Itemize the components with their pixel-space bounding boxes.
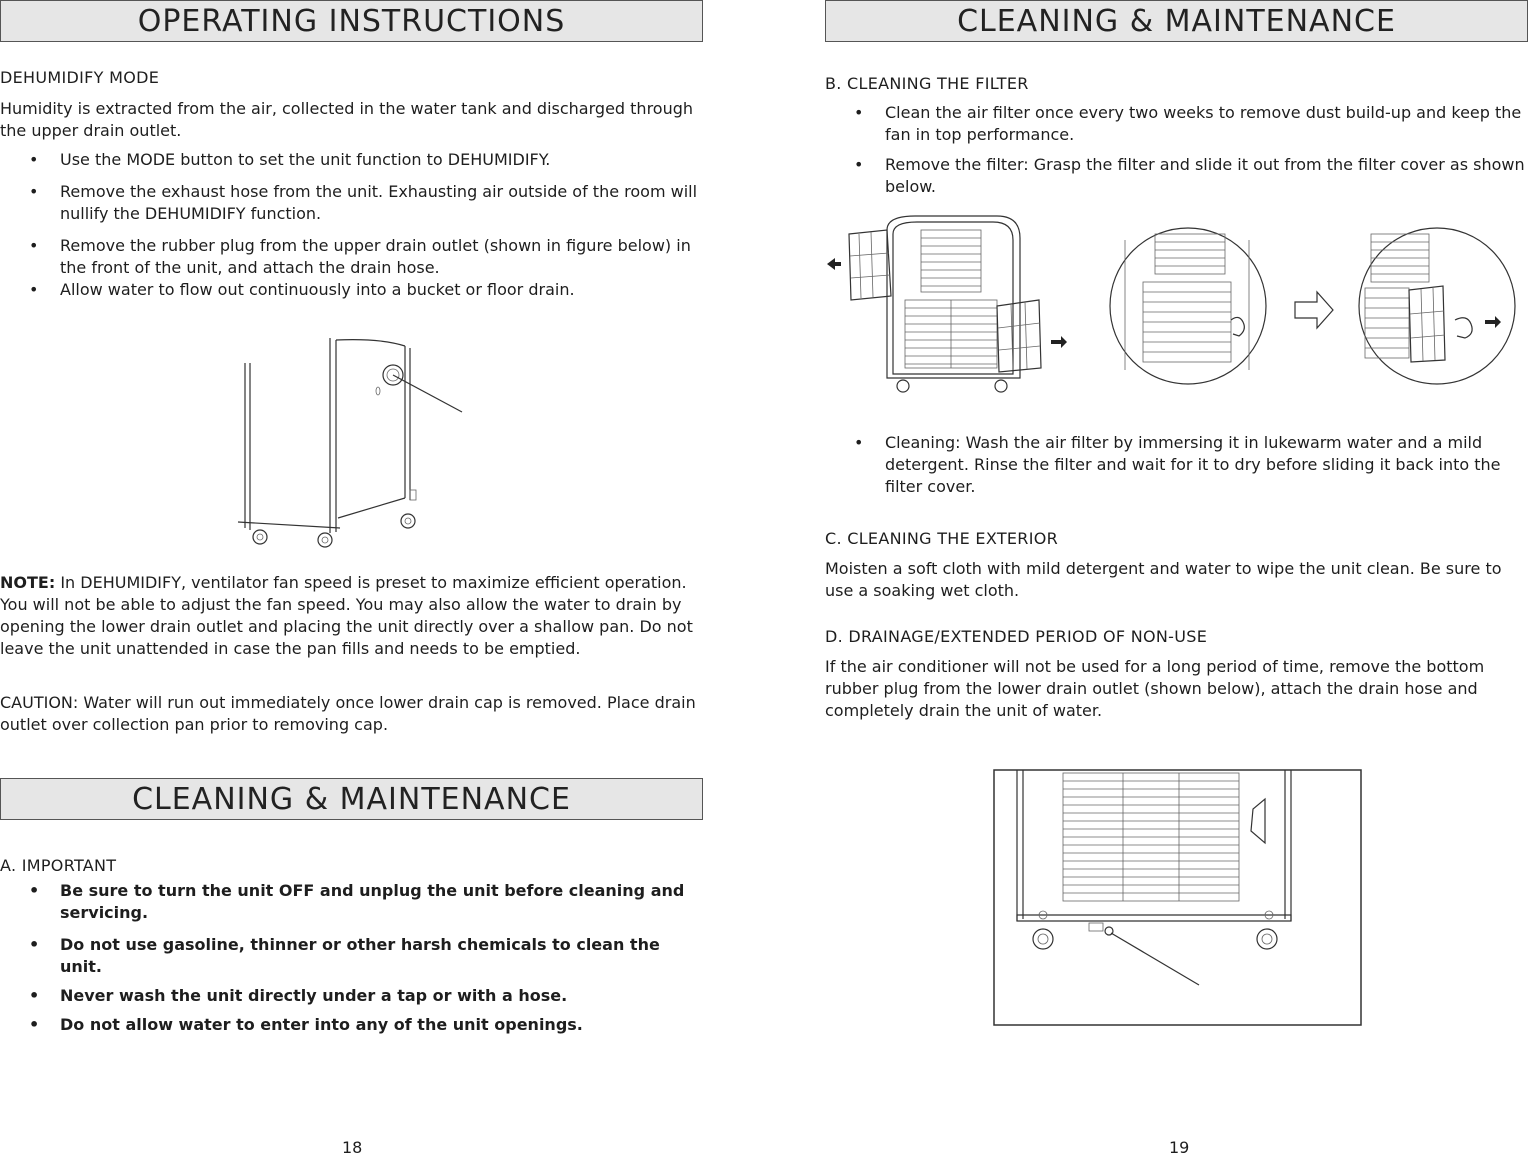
cleaning-exterior-heading: C. CLEANING THE EXTERIOR: [825, 529, 1059, 548]
list-item: • Allow water to flow out continuously into a bucket or floor drain.: [0, 279, 700, 301]
arrow-right-icon: [1051, 336, 1067, 348]
drainage-heading: D. DRAINAGE/EXTENDED PERIOD OF NON-USE: [825, 627, 1208, 646]
filter-bullets: [825, 102, 1525, 198]
filter-cleaning-bullets: [825, 432, 1525, 498]
list-item: • Never wash the unit directly under a tap or with a hose.: [0, 985, 705, 1007]
list-item: • Remove the rubber plug from the upper drain outlet (shown in figure below) in the front of the unit, and attach the drain hose.: [0, 235, 700, 279]
filter-removal-figure: [825, 210, 1530, 405]
page-number-18: 18: [342, 1138, 363, 1157]
page-18: [0, 0, 705, 1156]
list-item: • Be sure to turn the unit OFF and unplug the unit before cleaning and servicing.: [0, 880, 705, 924]
list-item: • Remove the exhaust hose from the unit. Exhausting air outside of the room will nullify the DEHUMIDIFY function.: [0, 181, 700, 225]
note-text: In DEHUMIDIFY, ventilator fan speed is preset to maximize efficient operation. You will not be able to adjust the fan speed. You may also allow the water to drain by opening the lower drain outlet and placing the unit directly over a shallow pan. Do not leave the unit unattended in case the pan fills and needs to be emptied.: [0, 573, 693, 658]
cleaning-filter-heading: B. CLEANING THE FILTER: [825, 74, 1029, 93]
hand-icon: [1231, 317, 1244, 336]
list-item: • Cleaning: Wash the air filter by immersing it in lukewarm water and a mild detergent. Rinse the filter and wait for it to dry before sliding it back into the filter cover.: [825, 432, 1525, 498]
cleaning-exterior-text: Moisten a soft cloth with mild detergent and water to wipe the unit clean. Be sure to use a soaking wet cloth.: [825, 559, 1502, 600]
lower-drain-outlet-figure: [993, 769, 1363, 1027]
dehumidify-bullets: [0, 149, 700, 301]
operating-instructions-banner: OPERATING INSTRUCTIONS: [0, 0, 703, 42]
dehumidify-heading: DEHUMIDIFY MODE: [0, 68, 160, 87]
list-item: • Remove the filter: Grasp the filter and slide it out from the filter cover as shown below.: [825, 154, 1525, 198]
arrow-right-icon: [1485, 316, 1501, 328]
caution-paragraph: CAUTION: Water will run out immediately once lower drain cap is removed. Place drain outlet over collection pan prior to removing cap.: [0, 693, 696, 734]
cleaning-maintenance-banner-right: CLEANING & MAINTENANCE: [825, 0, 1528, 42]
upper-drain-outlet-figure: [230, 318, 470, 553]
list-item: • Clean the air filter once every two weeks to remove dust build-up and keep the fan in top performance.: [825, 102, 1525, 146]
page-19: [825, 0, 1530, 1156]
hand-icon: [1455, 318, 1472, 338]
important-bullets: [0, 880, 705, 1036]
page-number-19: 19: [1169, 1138, 1190, 1157]
hollow-arrow-icon: [1295, 292, 1333, 328]
drainage-text: If the air conditioner will not be used for a long period of time, remove the bottom rubber plug from the lower drain outlet (shown below), attach the drain hose and completely drain the unit of water.: [825, 657, 1485, 720]
important-heading: A. IMPORTANT: [0, 856, 117, 875]
list-item: • Use the MODE button to set the unit function to DEHUMIDIFY.: [0, 149, 700, 171]
note-paragraph: [0, 572, 700, 660]
note-label: NOTE:: [0, 573, 56, 592]
cleaning-maintenance-banner-left: CLEANING & MAINTENANCE: [0, 778, 703, 820]
list-item: • Do not use gasoline, thinner or other harsh chemicals to clean the unit.: [0, 934, 705, 978]
list-item: • Do not allow water to enter into any of the unit openings.: [0, 1014, 705, 1036]
arrow-left-icon: [827, 258, 841, 270]
dehumidify-intro: Humidity is extracted from the air, collected in the water tank and discharged through the upper drain outlet.: [0, 99, 694, 140]
